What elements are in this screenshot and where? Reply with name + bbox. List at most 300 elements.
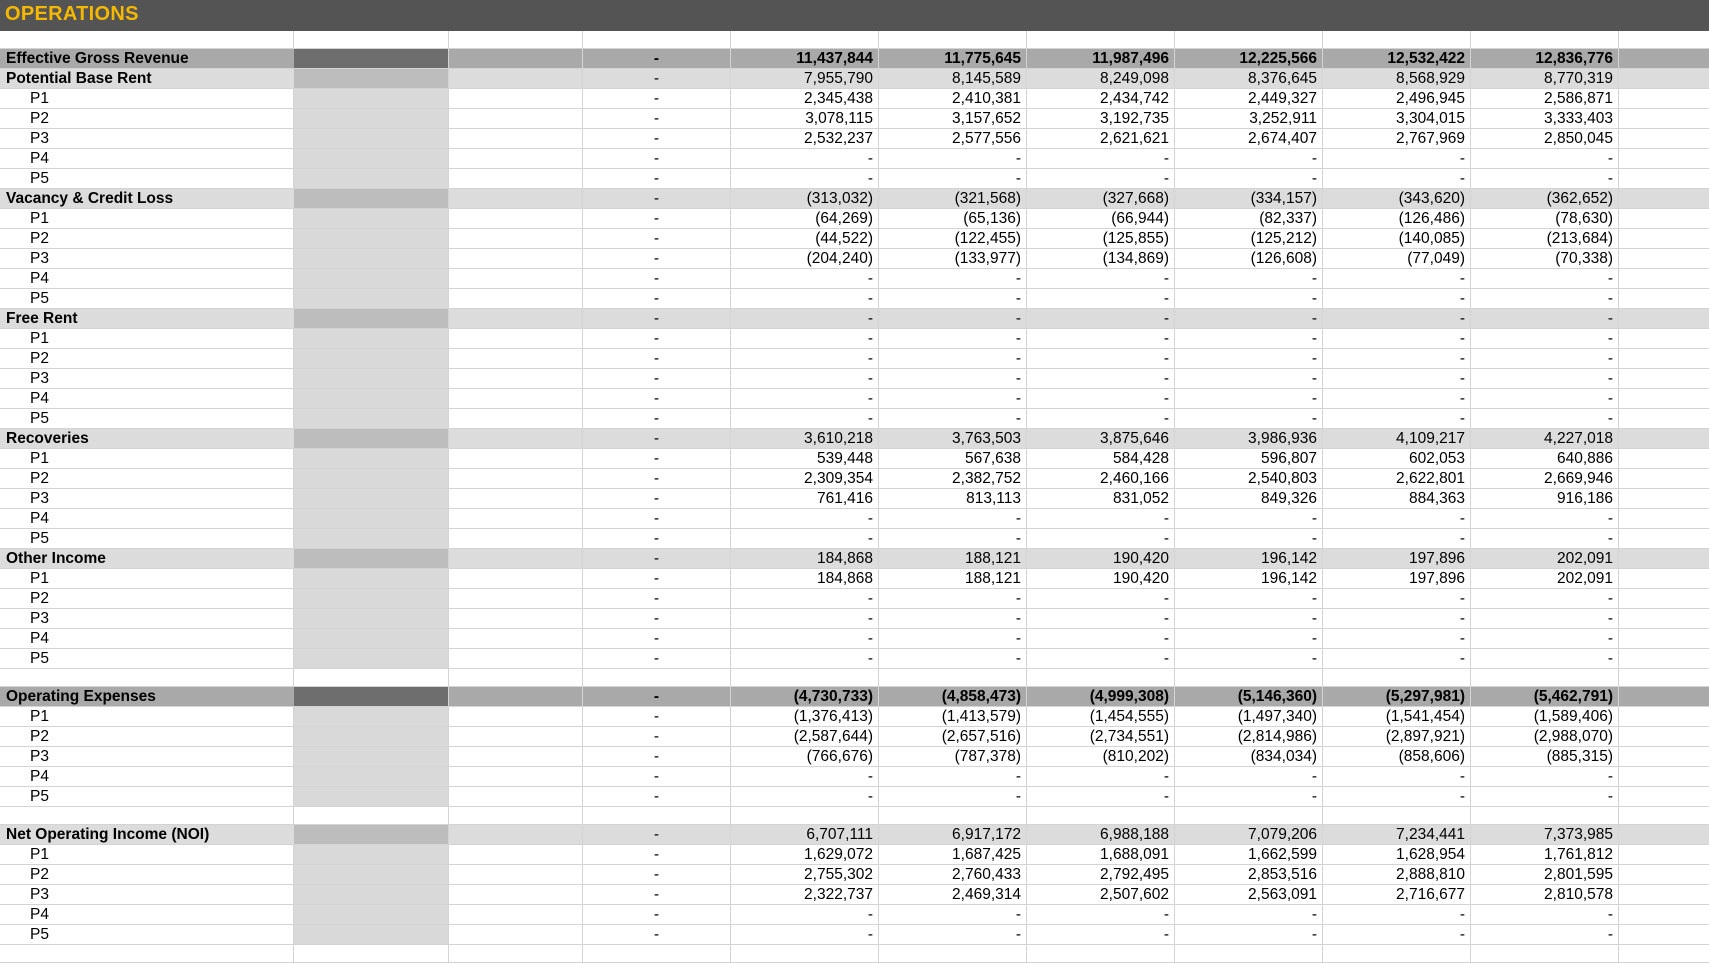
- cell-value[interactable]: 3,333,403: [1471, 109, 1619, 128]
- cell-d[interactable]: [583, 807, 731, 824]
- cell-value[interactable]: 2,621,621: [1027, 129, 1175, 148]
- cell-c[interactable]: [449, 109, 583, 128]
- cell-value[interactable]: (1,497,340): [1175, 707, 1323, 726]
- cell-c[interactable]: [449, 609, 583, 628]
- cell-value[interactable]: -: [1175, 269, 1323, 288]
- cell-extra[interactable]: [1619, 727, 1709, 746]
- cell-value[interactable]: (70,338): [1471, 249, 1619, 268]
- cell-value[interactable]: -: [1471, 509, 1619, 528]
- cell-b[interactable]: [294, 509, 449, 528]
- cell-value[interactable]: (2,814,986): [1175, 727, 1323, 746]
- cell-value[interactable]: (2,587,644): [731, 727, 879, 746]
- cell-value[interactable]: 8,376,645: [1175, 69, 1323, 88]
- cell-value[interactable]: -: [1323, 767, 1471, 786]
- cell-extra[interactable]: [1619, 149, 1709, 168]
- cell-value[interactable]: -: [1471, 289, 1619, 308]
- cell-value[interactable]: -: [731, 309, 879, 328]
- cell-extra[interactable]: [1619, 309, 1709, 328]
- cell-c[interactable]: [449, 169, 583, 188]
- cell-value[interactable]: 7,955,790: [731, 69, 879, 88]
- cell-value[interactable]: 831,052: [1027, 489, 1175, 508]
- cell-value[interactable]: -: [1175, 529, 1323, 548]
- cell-value[interactable]: (1,589,406): [1471, 707, 1619, 726]
- cell-b[interactable]: [294, 629, 449, 648]
- cell-b[interactable]: [294, 209, 449, 228]
- cell-value[interactable]: 196,142: [1175, 549, 1323, 568]
- cell-value[interactable]: (5,462,791): [1471, 687, 1619, 706]
- cell-b[interactable]: [294, 529, 449, 548]
- cell-c[interactable]: [449, 945, 583, 962]
- row-label[interactable]: P1: [0, 89, 294, 108]
- cell-value[interactable]: (5,297,981): [1323, 687, 1471, 706]
- cell-value[interactable]: -: [879, 169, 1027, 188]
- cell-value[interactable]: -: [1027, 509, 1175, 528]
- cell-value[interactable]: -: [1175, 609, 1323, 628]
- cell-value[interactable]: (858,606): [1323, 747, 1471, 766]
- cell-value[interactable]: -: [1027, 269, 1175, 288]
- cell-d[interactable]: -: [583, 925, 731, 944]
- row-label[interactable]: P2: [0, 589, 294, 608]
- row-label[interactable]: P4: [0, 389, 294, 408]
- row-label[interactable]: P3: [0, 885, 294, 904]
- cell-value[interactable]: -: [1175, 169, 1323, 188]
- cell-value[interactable]: -: [879, 289, 1027, 308]
- cell-d[interactable]: -: [583, 609, 731, 628]
- cell-value[interactable]: 2,669,946: [1471, 469, 1619, 488]
- cell-value[interactable]: -: [879, 269, 1027, 288]
- cell-b[interactable]: [294, 489, 449, 508]
- cell-d[interactable]: -: [583, 727, 731, 746]
- cell-value[interactable]: -: [1323, 925, 1471, 944]
- cell-b[interactable]: [294, 309, 449, 328]
- cell-value[interactable]: -: [1471, 309, 1619, 328]
- row-label[interactable]: P3: [0, 249, 294, 268]
- cell-value[interactable]: (321,568): [879, 189, 1027, 208]
- cell-value[interactable]: 596,807: [1175, 449, 1323, 468]
- cell-c[interactable]: [449, 289, 583, 308]
- cell-value[interactable]: [731, 807, 879, 824]
- cell-value[interactable]: -: [731, 169, 879, 188]
- cell-value[interactable]: 2,622,801: [1323, 469, 1471, 488]
- cell-value[interactable]: 7,079,206: [1175, 825, 1323, 844]
- cell-value[interactable]: -: [731, 529, 879, 548]
- cell-value[interactable]: -: [879, 349, 1027, 368]
- cell-c[interactable]: [449, 747, 583, 766]
- row-label[interactable]: Vacancy & Credit Loss: [6, 190, 174, 207]
- cell-value[interactable]: 2,760,433: [879, 865, 1027, 884]
- cell-b[interactable]: [294, 189, 449, 208]
- row-label[interactable]: Free Rent: [6, 310, 78, 327]
- cell-value[interactable]: (125,855): [1027, 229, 1175, 248]
- cell-b[interactable]: [294, 925, 449, 944]
- cell-value[interactable]: [1323, 669, 1471, 686]
- cell-value[interactable]: 2,767,969: [1323, 129, 1471, 148]
- cell-c[interactable]: [449, 569, 583, 588]
- cell-b[interactable]: [294, 349, 449, 368]
- cell-extra[interactable]: [1619, 469, 1709, 488]
- cell-value[interactable]: -: [1027, 905, 1175, 924]
- cell-value[interactable]: 188,121: [879, 569, 1027, 588]
- cell-c[interactable]: [449, 767, 583, 786]
- cell-b[interactable]: [294, 169, 449, 188]
- cell-value[interactable]: (204,240): [731, 249, 879, 268]
- cell-d[interactable]: -: [583, 49, 731, 68]
- cell-extra[interactable]: [1619, 509, 1709, 528]
- cell-c[interactable]: [449, 825, 583, 844]
- row-label[interactable]: P5: [0, 289, 294, 308]
- cell-value[interactable]: (1,413,579): [879, 707, 1027, 726]
- row-label[interactable]: P3: [0, 747, 294, 766]
- cell-value[interactable]: 3,610,218: [731, 429, 879, 448]
- cell-extra[interactable]: [1619, 369, 1709, 388]
- cell-extra[interactable]: [1619, 89, 1709, 108]
- row-label[interactable]: P3: [0, 609, 294, 628]
- cell-extra[interactable]: [1619, 189, 1709, 208]
- cell-value[interactable]: -: [1323, 309, 1471, 328]
- cell-extra[interactable]: [1619, 845, 1709, 864]
- cell-b[interactable]: [294, 945, 449, 962]
- cell-value[interactable]: [1471, 31, 1619, 48]
- cell-value[interactable]: (64,269): [731, 209, 879, 228]
- cell-b[interactable]: [294, 429, 449, 448]
- cell-value[interactable]: -: [879, 629, 1027, 648]
- cell-value[interactable]: -: [1175, 309, 1323, 328]
- cell-b[interactable]: [294, 825, 449, 844]
- cell-extra[interactable]: [1619, 905, 1709, 924]
- cell-d[interactable]: -: [583, 845, 731, 864]
- cell-value[interactable]: -: [1027, 609, 1175, 628]
- cell-value[interactable]: (834,034): [1175, 747, 1323, 766]
- cell-value[interactable]: -: [1323, 149, 1471, 168]
- cell-value[interactable]: -: [1471, 589, 1619, 608]
- cell-value[interactable]: 2,755,302: [731, 865, 879, 884]
- cell-value[interactable]: 2,434,742: [1027, 89, 1175, 108]
- cell-extra[interactable]: [1619, 109, 1709, 128]
- cell-d[interactable]: -: [583, 89, 731, 108]
- cell-b[interactable]: [294, 149, 449, 168]
- cell-value[interactable]: 2,309,354: [731, 469, 879, 488]
- row-label[interactable]: P4: [0, 269, 294, 288]
- cell-c[interactable]: [449, 369, 583, 388]
- cell-extra[interactable]: [1619, 549, 1709, 568]
- cell-b[interactable]: [294, 31, 449, 48]
- cell-value[interactable]: [1471, 807, 1619, 824]
- cell-value[interactable]: (65,136): [879, 209, 1027, 228]
- cell-value[interactable]: -: [879, 329, 1027, 348]
- cell-value[interactable]: 2,382,752: [879, 469, 1027, 488]
- row-label[interactable]: P1: [0, 329, 294, 348]
- cell-value[interactable]: -: [731, 649, 879, 668]
- row-label[interactable]: P1: [0, 707, 294, 726]
- cell-value[interactable]: -: [731, 509, 879, 528]
- cell-b[interactable]: [294, 229, 449, 248]
- row-label[interactable]: P4: [0, 149, 294, 168]
- cell-b[interactable]: [294, 885, 449, 904]
- cell-value[interactable]: -: [1175, 349, 1323, 368]
- cell-value[interactable]: 2,345,438: [731, 89, 879, 108]
- cell-value[interactable]: -: [879, 925, 1027, 944]
- cell-extra[interactable]: [1619, 945, 1709, 962]
- cell-value[interactable]: (140,085): [1323, 229, 1471, 248]
- cell-value[interactable]: 3,252,911: [1175, 109, 1323, 128]
- row-label[interactable]: P2: [0, 727, 294, 746]
- cell-d[interactable]: -: [583, 707, 731, 726]
- cell-extra[interactable]: [1619, 529, 1709, 548]
- cell-value[interactable]: -: [1323, 269, 1471, 288]
- cell-value[interactable]: 849,326: [1175, 489, 1323, 508]
- cell-value[interactable]: -: [1175, 369, 1323, 388]
- cell-value[interactable]: -: [731, 589, 879, 608]
- cell-b[interactable]: [294, 609, 449, 628]
- cell-extra[interactable]: [1619, 69, 1709, 88]
- cell-value[interactable]: -: [731, 369, 879, 388]
- cell-value[interactable]: (766,676): [731, 747, 879, 766]
- row-label[interactable]: P5: [0, 649, 294, 668]
- cell-value[interactable]: (2,897,921): [1323, 727, 1471, 746]
- cell-d[interactable]: [583, 31, 731, 48]
- cell-d[interactable]: -: [583, 189, 731, 208]
- cell-extra[interactable]: [1619, 825, 1709, 844]
- cell-d[interactable]: [583, 945, 731, 962]
- cell-value[interactable]: 2,716,677: [1323, 885, 1471, 904]
- cell-extra[interactable]: [1619, 767, 1709, 786]
- cell-value[interactable]: (885,315): [1471, 747, 1619, 766]
- cell-value[interactable]: 3,986,936: [1175, 429, 1323, 448]
- cell-d[interactable]: -: [583, 549, 731, 568]
- cell-value[interactable]: -: [1323, 389, 1471, 408]
- cell-value[interactable]: -: [1175, 629, 1323, 648]
- cell-extra[interactable]: [1619, 289, 1709, 308]
- cell-value[interactable]: 1,687,425: [879, 845, 1027, 864]
- row-label[interactable]: P5: [0, 787, 294, 806]
- cell-value[interactable]: 2,540,803: [1175, 469, 1323, 488]
- cell-c[interactable]: [449, 549, 583, 568]
- cell-value[interactable]: -: [1471, 269, 1619, 288]
- cell-c[interactable]: [449, 529, 583, 548]
- cell-value[interactable]: 202,091: [1471, 569, 1619, 588]
- cell-value[interactable]: -: [1323, 529, 1471, 548]
- row-label[interactable]: P4: [0, 509, 294, 528]
- cell-c[interactable]: [449, 707, 583, 726]
- cell-c[interactable]: [449, 329, 583, 348]
- cell-value[interactable]: 184,868: [731, 549, 879, 568]
- row-label[interactable]: P2: [0, 229, 294, 248]
- cell-value[interactable]: -: [1471, 925, 1619, 944]
- cell-value[interactable]: 1,662,599: [1175, 845, 1323, 864]
- cell-d[interactable]: -: [583, 269, 731, 288]
- cell-c[interactable]: [449, 229, 583, 248]
- cell-value[interactable]: -: [1323, 169, 1471, 188]
- cell-value[interactable]: -: [731, 609, 879, 628]
- cell-b[interactable]: [294, 669, 449, 686]
- cell-c[interactable]: [449, 429, 583, 448]
- cell-b[interactable]: [294, 109, 449, 128]
- cell-value[interactable]: 1,761,812: [1471, 845, 1619, 864]
- cell-value[interactable]: (4,730,733): [731, 687, 879, 706]
- cell-value[interactable]: 3,875,646: [1027, 429, 1175, 448]
- cell-d[interactable]: -: [583, 249, 731, 268]
- cell-value[interactable]: 567,638: [879, 449, 1027, 468]
- cell-value[interactable]: 2,792,495: [1027, 865, 1175, 884]
- cell-value[interactable]: 4,227,018: [1471, 429, 1619, 448]
- cell-extra[interactable]: [1619, 349, 1709, 368]
- cell-value[interactable]: [1323, 31, 1471, 48]
- cell-b[interactable]: [294, 569, 449, 588]
- cell-c[interactable]: [449, 727, 583, 746]
- cell-value[interactable]: 761,416: [731, 489, 879, 508]
- cell-d[interactable]: -: [583, 787, 731, 806]
- cell-b[interactable]: [294, 289, 449, 308]
- cell-value[interactable]: -: [1471, 349, 1619, 368]
- cell-value[interactable]: -: [1471, 369, 1619, 388]
- cell-value[interactable]: 202,091: [1471, 549, 1619, 568]
- cell-value[interactable]: [1323, 945, 1471, 962]
- cell-value[interactable]: 7,234,441: [1323, 825, 1471, 844]
- cell-d[interactable]: -: [583, 389, 731, 408]
- cell-value[interactable]: 6,988,188: [1027, 825, 1175, 844]
- cell-value[interactable]: (313,032): [731, 189, 879, 208]
- row-label[interactable]: P5: [0, 529, 294, 548]
- cell-value[interactable]: -: [1323, 609, 1471, 628]
- cell-value[interactable]: [1027, 669, 1175, 686]
- cell-c[interactable]: [449, 629, 583, 648]
- cell-value[interactable]: -: [1175, 389, 1323, 408]
- cell-d[interactable]: -: [583, 429, 731, 448]
- cell-value[interactable]: -: [1471, 329, 1619, 348]
- cell-value[interactable]: -: [1027, 369, 1175, 388]
- cell-value[interactable]: -: [1027, 289, 1175, 308]
- cell-d[interactable]: -: [583, 529, 731, 548]
- row-label[interactable]: Effective Gross Revenue: [6, 50, 189, 67]
- cell-value[interactable]: (126,608): [1175, 249, 1323, 268]
- cell-value[interactable]: -: [879, 509, 1027, 528]
- cell-value[interactable]: 197,896: [1323, 549, 1471, 568]
- row-label[interactable]: P3: [0, 129, 294, 148]
- cell-c[interactable]: [449, 905, 583, 924]
- cell-extra[interactable]: [1619, 229, 1709, 248]
- cell-label[interactable]: [0, 31, 294, 48]
- cell-value[interactable]: 1,629,072: [731, 845, 879, 864]
- cell-d[interactable]: -: [583, 129, 731, 148]
- cell-extra[interactable]: [1619, 807, 1709, 824]
- cell-value[interactable]: 2,850,045: [1471, 129, 1619, 148]
- cell-value[interactable]: 2,674,407: [1175, 129, 1323, 148]
- cell-value[interactable]: 3,078,115: [731, 109, 879, 128]
- cell-value[interactable]: -: [1027, 409, 1175, 428]
- row-label[interactable]: P4: [0, 905, 294, 924]
- cell-label[interactable]: [0, 669, 294, 686]
- cell-value[interactable]: -: [731, 787, 879, 806]
- cell-c[interactable]: [449, 89, 583, 108]
- cell-value[interactable]: -: [1471, 409, 1619, 428]
- cell-value[interactable]: -: [1027, 767, 1175, 786]
- cell-value[interactable]: 4,109,217: [1323, 429, 1471, 448]
- cell-value[interactable]: -: [1175, 925, 1323, 944]
- cell-value[interactable]: (134,869): [1027, 249, 1175, 268]
- cell-label[interactable]: [0, 945, 294, 962]
- cell-value[interactable]: -: [1471, 169, 1619, 188]
- cell-b[interactable]: [294, 727, 449, 746]
- cell-d[interactable]: -: [583, 469, 731, 488]
- cell-extra[interactable]: [1619, 489, 1709, 508]
- cell-value[interactable]: [1471, 669, 1619, 686]
- cell-value[interactable]: -: [879, 149, 1027, 168]
- cell-value[interactable]: -: [879, 649, 1027, 668]
- cell-value[interactable]: 6,917,172: [879, 825, 1027, 844]
- cell-value[interactable]: 12,836,776: [1471, 49, 1619, 68]
- cell-value[interactable]: -: [1471, 389, 1619, 408]
- cell-value[interactable]: -: [1175, 767, 1323, 786]
- cell-value[interactable]: 640,886: [1471, 449, 1619, 468]
- cell-b[interactable]: [294, 409, 449, 428]
- cell-value[interactable]: 197,896: [1323, 569, 1471, 588]
- cell-value[interactable]: -: [731, 389, 879, 408]
- row-label[interactable]: Operating Expenses: [6, 688, 156, 705]
- cell-value[interactable]: -: [879, 905, 1027, 924]
- cell-d[interactable]: -: [583, 329, 731, 348]
- cell-b[interactable]: [294, 707, 449, 726]
- cell-value[interactable]: 2,810,578: [1471, 885, 1619, 904]
- cell-extra[interactable]: [1619, 429, 1709, 448]
- cell-value[interactable]: 11,987,496: [1027, 49, 1175, 68]
- cell-value[interactable]: [1175, 807, 1323, 824]
- row-label[interactable]: P1: [0, 449, 294, 468]
- cell-value[interactable]: (343,620): [1323, 189, 1471, 208]
- cell-value[interactable]: -: [1175, 787, 1323, 806]
- cell-b[interactable]: [294, 687, 449, 706]
- cell-value[interactable]: [1027, 807, 1175, 824]
- cell-value[interactable]: [879, 31, 1027, 48]
- cell-value[interactable]: 2,577,556: [879, 129, 1027, 148]
- cell-value[interactable]: -: [1175, 649, 1323, 668]
- cell-value[interactable]: 190,420: [1027, 569, 1175, 588]
- cell-value[interactable]: (810,202): [1027, 747, 1175, 766]
- cell-value[interactable]: -: [879, 389, 1027, 408]
- cell-extra[interactable]: [1619, 169, 1709, 188]
- cell-b[interactable]: [294, 589, 449, 608]
- cell-c[interactable]: [449, 189, 583, 208]
- cell-b[interactable]: [294, 129, 449, 148]
- cell-extra[interactable]: [1619, 449, 1709, 468]
- cell-b[interactable]: [294, 549, 449, 568]
- cell-value[interactable]: 916,186: [1471, 489, 1619, 508]
- cell-d[interactable]: -: [583, 905, 731, 924]
- cell-value[interactable]: 1,688,091: [1027, 845, 1175, 864]
- cell-c[interactable]: [449, 69, 583, 88]
- cell-value[interactable]: [1323, 807, 1471, 824]
- cell-value[interactable]: -: [1323, 629, 1471, 648]
- cell-b[interactable]: [294, 865, 449, 884]
- cell-b[interactable]: [294, 845, 449, 864]
- row-label[interactable]: P1: [0, 209, 294, 228]
- cell-value[interactable]: -: [1323, 905, 1471, 924]
- cell-b[interactable]: [294, 89, 449, 108]
- cell-value[interactable]: [879, 669, 1027, 686]
- row-label[interactable]: P1: [0, 845, 294, 864]
- cell-value[interactable]: (126,486): [1323, 209, 1471, 228]
- cell-value[interactable]: 2,496,945: [1323, 89, 1471, 108]
- cell-value[interactable]: 3,304,015: [1323, 109, 1471, 128]
- cell-value[interactable]: 584,428: [1027, 449, 1175, 468]
- cell-b[interactable]: [294, 787, 449, 806]
- cell-value[interactable]: -: [1323, 509, 1471, 528]
- row-label[interactable]: P5: [0, 409, 294, 428]
- cell-value[interactable]: -: [1471, 787, 1619, 806]
- cell-value[interactable]: -: [1175, 589, 1323, 608]
- cell-c[interactable]: [449, 249, 583, 268]
- cell-value[interactable]: -: [1027, 309, 1175, 328]
- cell-b[interactable]: [294, 269, 449, 288]
